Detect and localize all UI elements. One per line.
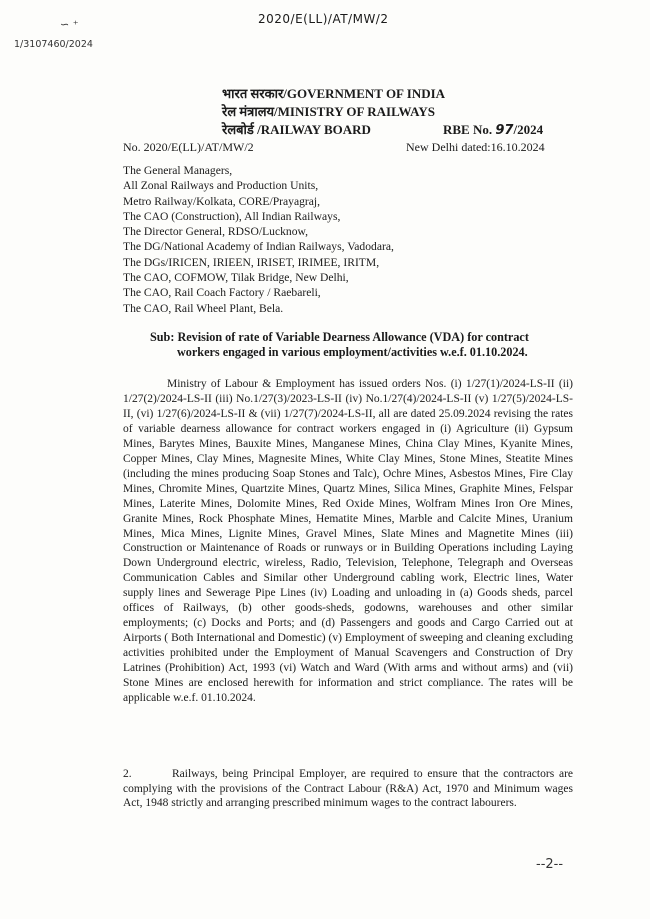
addressee-item: The CAO, Rail Wheel Plant, Bela. <box>123 301 284 315</box>
rbe-suffix: /2024 <box>513 122 544 137</box>
paragraph-2-number: 2. <box>123 768 132 780</box>
addressee-item: Metro Railway/Kolkata, CORE/Prayagraj, <box>123 194 321 208</box>
paragraph-2 <box>123 767 573 811</box>
rbe-prefix: RBE No. <box>443 122 496 137</box>
paragraph-1: Ministry of Labour & Employment has issued orders Nos. (i) 1/27(1)/2024-LS-II (ii) 1/27(2)/2024-LS-II (iii) No.1/27(3)/2023-LS-II (iv) No.1/27(4)/2024-LS-II (v) 1/27(5)/2024-LS-II, (vi) 1/27(6)/2024-LS-II & (vii) 1/27(7)/2024-LS-II, all are dated 25.09.2024 revising the rates of variable dearness allowance for contract workers engaged in (i) Agriculture (ii) Gypsum Mines, Barytes Mines, Bauxite Mines, Manganese Mines, China Clay Mines, Kyanite Mines, Copper Mines, Clay Mines, Magnesite Mines, White Clay Mines, Stone Mines, Steatite Mines (including the mines producing Soap Stones and Talc), Ochre Mines, Asbestos Mines, Fire Clay Mines, Chromite Mines, Quartzite Mines, Quartz Mines, Silica Mines, Graphite Mines, Felspar Mines, Laterite Mines, Dolomite Mines, Red Oxide Mines, Wolfram Mines Iron Ore Mines, Granite Mines, Rock Phosphate Mines, Hematite Mines, Marble and Calcite Mines, Uranium Mines, Mica Mines, Lignite Mines, Gravel Mines, Slate Mines and Magnetite Mines (iii) Construction or Maintenance of Roads or runways or in Building Operations including Laying Down Underground electric, wireless, Radio, Television, Telephone, Telegraph and Overseas Communication Cables and Similar other Underground cabling work, Electric lines, Water supply lines and Sewerage Pipe Lines (iv) Loading and unloading in (a) Goods sheds, parcel offices of Railways, (b) other goods-sheds, godowns, warehouses and other similar employments; (c) Docks and Ports; and (d) Passengers and goods and Cargo Carried out at Airports ( Both International and Domestic) (v) Employment of sweeping and cleaning excluding activities prohibited under the Employment of Manual Scavengers and Construction of Dry Latrines (Prohibition) Act, 1993 (vi) Watch and Ward (With arms and without arms) and (vii) Stone Mines are enclosed herewith for information and strict compliance. The rates will be applicable w.e.f. 01.10.2024. <box>123 378 573 705</box>
addressee-item: The DG/National Academy of Indian Railways, Vadodara, <box>123 240 394 254</box>
addressee-list <box>123 163 394 316</box>
addressee-item: All Zonal Railways and Production Units, <box>123 179 319 193</box>
place-date: New Delhi dated:16.10.2024 <box>406 140 545 154</box>
margin-scribble: ∽ ⁺ <box>60 18 79 31</box>
header-government: भारत सरकार/GOVERNMENT OF INDIA <box>222 86 446 101</box>
header-ministry: रेल मंत्रालय/MINISTRY OF RAILWAYS <box>222 104 435 119</box>
subject-line: Sub: Revision of rate of Variable Dearness Allowance (VDA) for contract workers engaged in various employment/activities w.e.f. 01.10.2024. <box>150 330 529 359</box>
rbe-number <box>443 122 543 138</box>
addressee-item: The Director General, RDSO/Lucknow, <box>123 225 309 239</box>
letter-number: No. 2020/E(LL)/AT/MW/2 <box>123 140 254 154</box>
paragraph-2-text: Railways, being Principal Employer, are required to ensure that the contractors are complying with the provisions of the Contract Labour (R&A) Act, 1970 and Minimum wages Act, 1948 strictly and arranging prescribed minimum wages to the contract labourers. <box>123 768 573 810</box>
addressee-item: The DGs/IRICEN, IRIEEN, IRISET, IRIMEE, IRITM, <box>123 255 380 269</box>
file-reference: 2020/E(LL)/AT/MW/2 <box>258 12 389 26</box>
rbe-handwritten-number: 97 <box>495 123 514 138</box>
addressee-item: The CAO, COFMOW, Tilak Bridge, New Delhi, <box>123 271 349 285</box>
addressee-item: The CAO (Construction), All Indian Railways, <box>123 209 341 223</box>
header-board: रेलबोर्ड /RAILWAY BOARD <box>222 122 371 137</box>
file-number: 1/3107460/2024 <box>14 39 93 50</box>
addressee-item: The CAO, Rail Coach Factory / Raebareli, <box>123 286 321 300</box>
addressee-item: The General Managers, <box>123 164 233 177</box>
page-marker: --2-- <box>536 857 564 872</box>
